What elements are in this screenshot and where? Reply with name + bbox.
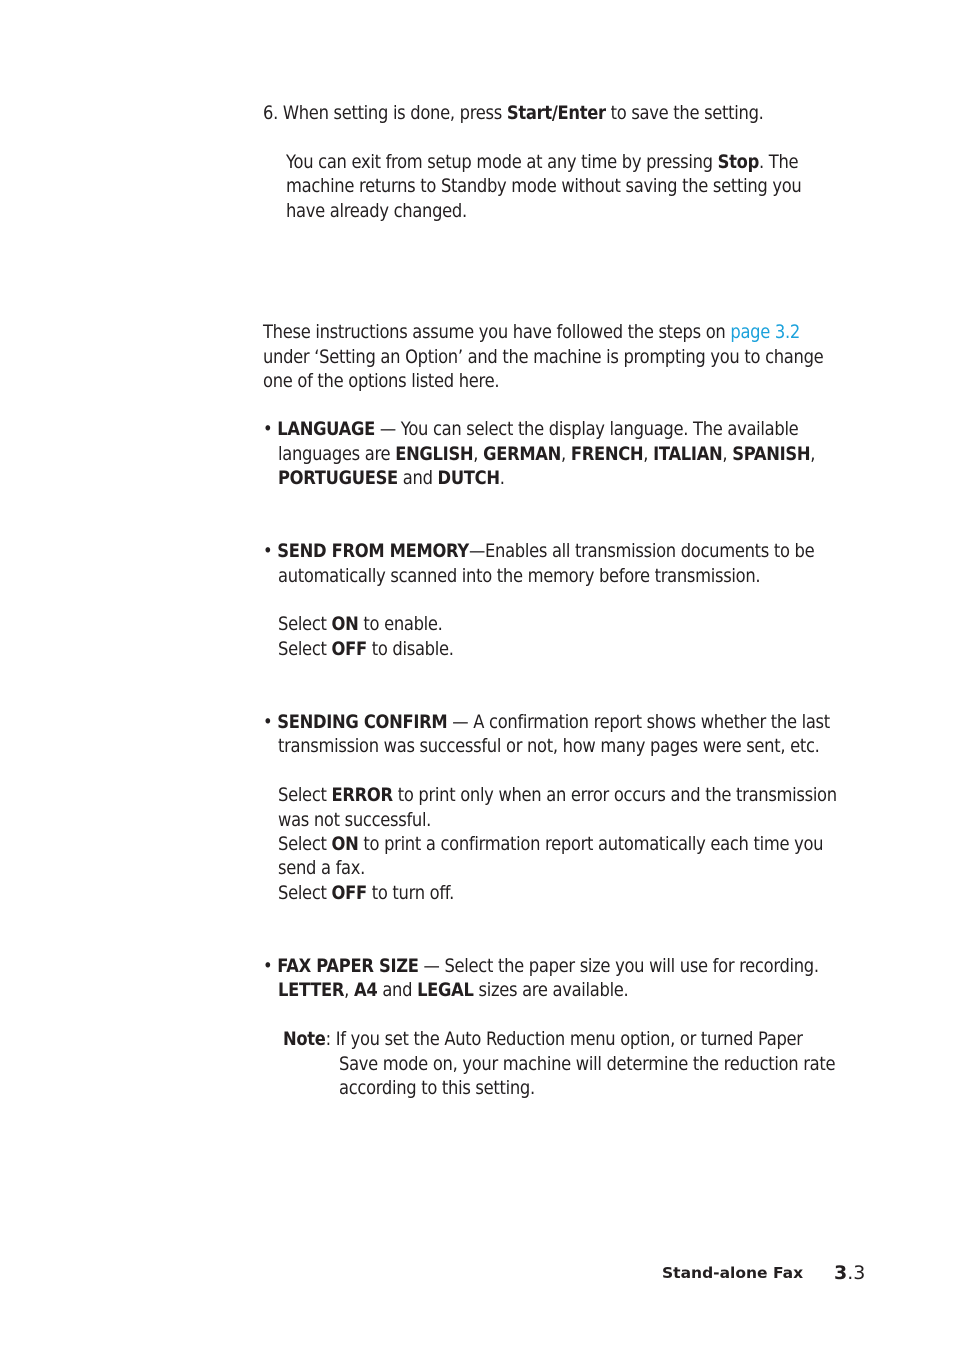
select-label: Select <box>278 833 327 855</box>
stop-key: Stop <box>717 151 759 173</box>
error-value: ERROR <box>331 784 393 806</box>
step-text-end: to save the setting. <box>610 102 764 124</box>
note-label: Note <box>283 1028 326 1050</box>
lang-german: GERMAN <box>483 443 562 465</box>
select-label: Select <box>278 784 327 806</box>
on-text: to enable. <box>363 613 443 635</box>
intro-text: These instructions assume you have followed the steps on <box>263 321 726 343</box>
lang-dutch: DUTCH <box>437 467 500 489</box>
bullet: • <box>263 955 273 977</box>
note-text: If you set the Auto Reduction menu option, or turned Paper <box>335 1028 803 1050</box>
separator: , <box>473 443 479 465</box>
option-desc: — Select the paper size you will use for recording. <box>423 955 819 977</box>
separator: , <box>810 443 816 465</box>
sending-confirm-on <box>278 832 823 857</box>
intro-line-1 <box>263 320 800 345</box>
sending-confirm-line-2: transmission was successful or not, how many pages were sent, etc. <box>278 735 820 757</box>
separator: , <box>643 443 649 465</box>
note-line-3: according to this setting. <box>339 1077 535 1099</box>
footer-page-number <box>834 1262 865 1284</box>
off-text: to turn off. <box>371 882 454 904</box>
send-from-memory-on <box>278 612 443 637</box>
error-text: to print only when an error occurs and the transmission <box>397 784 837 806</box>
step-6-line <box>263 101 764 126</box>
size-a4: A4 <box>353 979 378 1001</box>
intro-line-3: one of the options listed here. <box>263 370 500 392</box>
start-enter-key: Start/Enter <box>506 102 606 124</box>
exit-note-line-1 <box>286 150 798 175</box>
sending-confirm-item <box>263 710 830 735</box>
exit-note-text-end: . The <box>758 151 799 173</box>
language-options-line-2 <box>278 466 505 491</box>
select-label: Select <box>278 638 327 660</box>
separator: , <box>561 443 566 465</box>
off-text: to disable. <box>371 638 454 660</box>
separator: , <box>722 443 728 465</box>
footer-section-title: Stand-alone Fax <box>662 1264 804 1282</box>
sending-confirm-error-line-2: was not successful. <box>278 809 432 831</box>
and-text: and <box>402 467 433 489</box>
option-name: FAX PAPER SIZE <box>277 955 419 977</box>
languages-label: languages are <box>278 443 391 465</box>
size-legal: LEGAL <box>417 979 474 1001</box>
note-line-1 <box>283 1027 803 1052</box>
and-text: and <box>382 979 413 1001</box>
language-options-line <box>278 442 815 467</box>
page-3-2-link[interactable]: page 3.2 <box>730 321 800 343</box>
sending-confirm-error <box>278 783 837 808</box>
send-from-memory-off <box>278 637 454 662</box>
chapter-number: 3 <box>834 1262 848 1284</box>
exit-note-line-3: have already changed. <box>286 200 467 222</box>
send-from-memory-item <box>263 539 814 564</box>
on-text: to print a confirmation report automatically each time you <box>363 833 824 855</box>
off-value: OFF <box>331 882 367 904</box>
option-desc: —Enables all transmission documents to be <box>468 540 815 562</box>
option-name: SENDING CONFIRM <box>277 711 448 733</box>
sizes-text: sizes are available. <box>478 979 629 1001</box>
separator: , <box>344 979 350 1001</box>
option-name: LANGUAGE <box>277 418 375 440</box>
step-text: When setting is done, press <box>282 102 502 124</box>
select-label: Select <box>278 613 327 635</box>
on-value: ON <box>331 833 359 855</box>
exit-note-text: You can exit from setup mode at any time by pressing <box>286 151 713 173</box>
bullet: • <box>263 540 273 562</box>
note-line-2: Save mode on, your machine will determine the reduction rate <box>339 1053 836 1075</box>
select-label: Select <box>278 882 327 904</box>
period: . <box>499 467 505 489</box>
sending-confirm-off <box>278 881 454 906</box>
fax-paper-size-item <box>263 954 819 979</box>
size-letter: LETTER <box>278 979 345 1001</box>
exit-note-line-2: machine returns to Standby mode without saving the setting you <box>286 175 802 197</box>
intro-line-2: under ‘Setting an Option’ and the machine is prompting you to change <box>263 346 824 368</box>
lang-french: FRENCH <box>570 443 644 465</box>
sending-confirm-on-line-2: send a fax. <box>278 857 366 879</box>
option-name: SEND FROM MEMORY <box>277 540 469 562</box>
lang-italian: ITALIAN <box>653 443 723 465</box>
off-value: OFF <box>331 638 367 660</box>
bullet: • <box>263 711 273 733</box>
lang-english: ENGLISH <box>395 443 474 465</box>
lang-spanish: SPANISH <box>732 443 811 465</box>
page-number: .3 <box>847 1262 866 1284</box>
fax-paper-size-line-2 <box>278 978 628 1003</box>
send-from-memory-line-2: automatically scanned into the memory before transmission. <box>278 565 761 587</box>
note-colon: : <box>325 1028 331 1050</box>
option-desc: — You can select the display language. The available <box>379 418 799 440</box>
language-item <box>263 417 798 442</box>
step-number: 6. <box>263 102 278 124</box>
lang-portuguese: PORTUGUESE <box>278 467 398 489</box>
bullet: • <box>263 418 273 440</box>
option-desc: — A confirmation report shows whether the last <box>452 711 830 733</box>
on-value: ON <box>331 613 359 635</box>
